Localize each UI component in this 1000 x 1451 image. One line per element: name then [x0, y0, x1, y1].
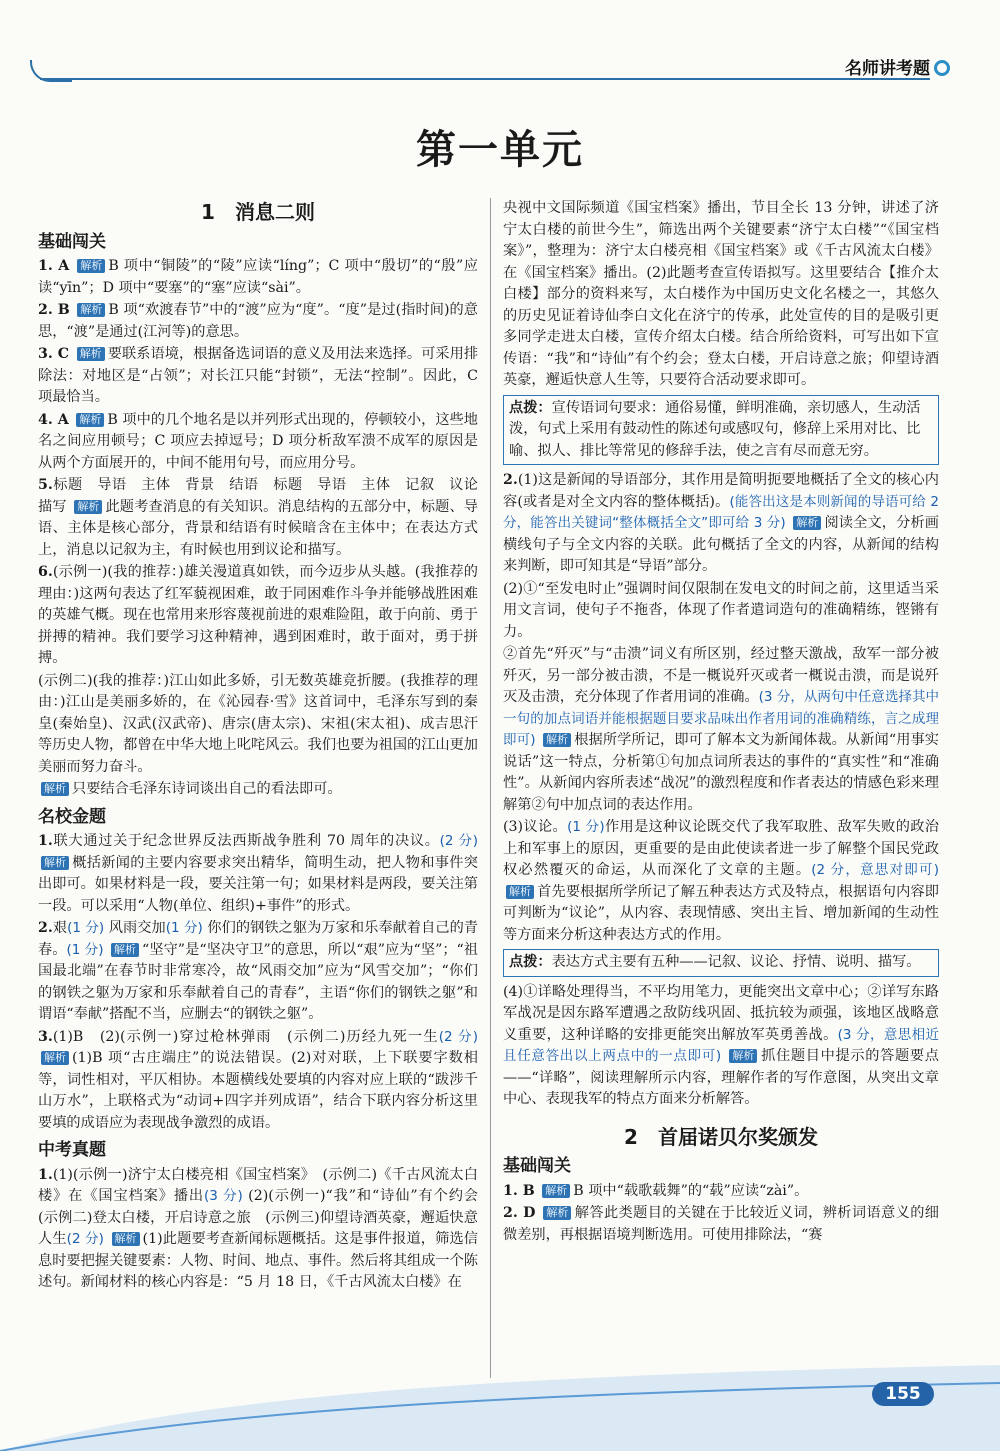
analysis-badge: 解析 — [793, 516, 821, 530]
unit-title: 第一单元 — [416, 127, 584, 173]
answer-item: 3.(1)B (2)(示例一)穿过枪林弹雨 (示例二)历经九死一生(2 分) 解析 (1)B 项“古庄端庄”的说法错误。(2)对对联，上下联要字数相等，词性相对，平仄相协。本题横线处要填的内容对应上联的“跋涉千山万水”，上联格式为“动词+四字并列成语”，结合下联内容分析这里要填的成语应为表现战争激烈的成语。 — [38, 1028, 479, 1131]
answer-item: 2. B 解析 B 项“欢渡春节”中的“渡”应为“度”。“度”是过(指时间)的意思，“渡”是通过(江河等)的意思。 — [38, 302, 478, 340]
answer-item: 1.联大通过关于纪念世界反法西斯战争胜利 70 周年的决议。(2 分) 解析 概括新闻的主要内容要求突出精华，简明生动，把人物和事件突出即可。如果材料是一段，要关注第一句；如果材料是两段，要关注第一段。可以采用“人物(单位、组织)+事件”的形式。 — [38, 833, 478, 914]
answer-item: 2.艰(1 分) 风雨交加(1 分) 你们的钢铁之躯为万家和乐奉献着自己的青春。(1 分) 解析 “坚守”是“坚决守卫”的意思，所以“艰”应为“坚”；“祖国最北端”在春节时非常寒冷，故“风雨交加”应为“风雪交加”；“你们的钢铁之躯为万家和乐奉献着自己的青春”，主语“你们的钢铁之躯”和谓语“奉献”搭配不当，应删去“的钢铁之躯”。 — [38, 920, 478, 1022]
hint-box: 点拨：表达方式主要有五种——记叙、议论、抒情、说明、描写。 — [503, 949, 939, 977]
right-column — [503, 198, 939, 1247]
header-rule — [40, 78, 930, 80]
analysis-badge: 解析 — [543, 733, 571, 747]
section-heading-basic: 基础闯关 — [503, 1156, 571, 1176]
answer-paragraph: (2)①“至发电时止”强调时间仅限制在发电文的时间之前，这里适当采用文言词，使句子不拖沓，体现了作者遣词造句的准确精练，铿锵有力。 — [503, 580, 939, 640]
analysis-badge: 解析 — [41, 782, 69, 796]
analysis-badge: 解析 — [76, 413, 104, 427]
footer-wave-graphic — [0, 1355, 1000, 1451]
answer-item: 4. A 解析 B 项中的几个地名是以并列形式出现的，停顿较小，这些地名之间应用顿号；C 项应去掉逗号；D 项分析敌军溃不成军的原因是从两个方面展开的，中间不能用句号，而应用分号。 — [38, 411, 478, 471]
analysis-badge: 解析 — [111, 943, 139, 957]
header-series-tag: 名师讲考题 — [845, 59, 930, 79]
analysis-badge: 解析 — [77, 259, 105, 273]
answer-item: 2. D 解析 解答此类题目的关键在于比较近义词，辨析词语意义的细微差别，再根据语境判断选用。可使用排除法，“赛 — [503, 1205, 939, 1243]
page-number: 155 — [872, 1382, 934, 1406]
answer-paragraph: ②首先“歼灭”与“击溃”词义有所区别，经过整天激战，敌军一部分被歼灭，另一部分被击溃，不是一概说歼灭或者一概说击溃，而是说歼灭及击溃，充分体现了作者用词的准确。(3 分，从两句中任意选择其中一句的加点词语并能根据题目要求品味出作者用词的准确精练，言之成理即可) 解析 根据所学所记，即可了解本文为新闻体裁。从新闻“用事实说话”这一特点，分析第①句加点词所表达的事件的“真实性”和“准确性”。从新闻内容所表述“战况”的激烈程度和作者表达的情感色彩来理解第②句中加点词的表达作用。 — [503, 646, 939, 813]
answer-paragraph: (4)①详略处理得当，不平均用笔力，更能突出文章中心；②详写东路军战况是因东路军遭遇之敌防线巩固、抵抗较为顽强，该地区战略意义重要，这种详略的安排更能突出解放军英勇善战。(3 分，意思相近且任意答出以上两点中的一点即可) 解析 抓住题目中提示的答题要点——“详略”，阅读理解所示内容，理解作者的写作意图，从突出文章中心、表现我军的特点方面来分析解答。 — [503, 983, 939, 1107]
analysis-badge: 解析 — [77, 303, 105, 317]
answer-item: 1.(1)(示例一)济宁太白楼亮相《国宝档案》 (示例二)《千古风流太白楼》在《国宝档案》播出(3 分) (2)(示例一)“我”和“诗仙”有个约会 (示例二)登太白楼，开启诗意之旅 (示例三)仰望诗酒英豪，邂逅快意人生(2 分) 解析 (1)此题要考查新闻标题概括。这是事件报道，筛选信息时要把握关键要素：人物、时间、地点、事件。然后将其组成一个陈述句。新闻材料的核心内容是：“5 月 18 日，《千古风流太白楼》在 — [38, 1166, 493, 1290]
header-ring-icon — [934, 60, 950, 76]
analysis-badge: 解析 — [729, 1049, 757, 1063]
lesson-2-title: 2 首届诺贝尔奖颁发 — [624, 1124, 818, 1149]
analysis-badge: 解析 — [542, 1184, 570, 1198]
analysis-badge: 解析 — [506, 885, 534, 899]
answer-item: 5.标题 导语 主体 背景 结语 标题 导语 主体 记叙 议论 描写 解析 此题考查消息的有关知识。消息结构的五部分中，标题、导语、主体是核心部分，背景和结语有时候暗含在主体中；在表达方式上，消息以记叙为主，有时候也用到议论和描写。 — [38, 477, 493, 558]
answer-item: 1. B 解析 B 项中“载歌载舞”的“载”应读“zài”。 — [503, 1182, 809, 1199]
section-heading-famous-school: 名校金题 — [38, 806, 106, 827]
answer-item: 2.(1)这是新闻的导语部分，其作用是简明扼要地概括了全文的核心内容(或者是对全文内容的整体概括)。(能答出这是本则新闻的导语可给 2 分，能答出关键词“整体概括全文”即可给 3 分) 解析 阅读全文，分析画横线句子与全文内容的关联。此句概括了全文的内容，从新闻的结构来判断，即可知其是“导语”部分。 — [503, 472, 939, 574]
answer-item: 3. C 解析 要联系语境，根据备选词语的意义及用法来选择。可采用排除法：对地区是“占领”；对长江只能“封锁”，无法“控制”。因此，C 项最恰当。 — [38, 346, 479, 405]
footer-swoosh-decoration — [0, 1355, 1000, 1451]
hint-box: 点拨：宣传语词句要求：通俗易懂，鲜明准确，亲切感人，生动活泼，句式上采用有鼓动性的陈述句或感叹句，修辞上采用对比、比喻、拟人、排比等常见的修辞手法，使之言有尽而意无穷。 — [503, 395, 939, 466]
answer-paragraph: 解析 只要结合毛泽东诗词谈出自己的看法即可。 — [38, 779, 478, 801]
answer-item: 6.(示例一)(我的推荐：)雄关漫道真如铁，而今迈步从头越。(我推荐的理由：)这两句表达了红军藐视困难，敢于同困难作斗争并能够战胜困难的英雄气概。现在也常用来形容蔑视前进的艰难险阻，敢于向前、勇于拼搏的精神。我们要学习这种精神，遇到困难时，敢于面对，勇于拼搏。 — [38, 564, 478, 666]
section-heading-exam: 中考真题 — [38, 1140, 106, 1160]
answer-paragraph: (示例二)(我的推荐：)江山如此多娇，引无数英雄竞折腰。(我推荐的理由：)江山是美丽多娇的，在《沁园春·雪》这首词中，毛泽东写到的秦皇(秦始皇)、汉武(汉武帝)、唐宗(唐太宗)、宋祖(宋太祖)、成吉思汗等历史人物，都曾在中华大地上叱咤风云。我们也要为祖国的江山更加美丽而努力奋斗。 — [38, 672, 478, 775]
answer-paragraph: (3)议论。(1 分)作用是这种议论既交代了我军取胜、敌军失败的政治上和军事上的原因，更重要的是由此使读者进一步了解整个国民党政权必然覆灭的命运，从而深化了文章的主题。(2 分，意思对即可) 解析 首先要根据所学所记了解五种表达方式及特点，根据语句内容即可判断为“议论”，从内容、表现情感、突出主旨、增加新闻的生动性等方面来分析这种表达方式的作用。 — [503, 819, 939, 943]
section-heading-basic: 基础闯关 — [38, 231, 106, 252]
analysis-badge: 解析 — [41, 1051, 69, 1065]
answer-item: 1. A 解析 B 项中“铜陵”的“陵”应读“líng”；C 项中“殷切”的“殷”应读“yīn”；D 项中“要塞”的“塞”应读“sài”。 — [38, 258, 478, 296]
analysis-badge: 解析 — [74, 500, 102, 514]
page-header — [0, 0, 1000, 90]
analysis-badge: 解析 — [543, 1206, 571, 1220]
left-column — [38, 198, 493, 1295]
analysis-badge: 解析 — [41, 856, 69, 870]
analysis-badge: 解析 — [77, 347, 105, 361]
lesson-1-title: 1 消息二则 — [201, 200, 315, 224]
analysis-badge: 解析 — [112, 1232, 140, 1246]
answer-paragraph: 央视中文国际频道《国宝档案》播出，节目全长 13 分钟，讲述了济宁太白楼的前世今生”，筛选出两个关键要素“济宁太白楼”“《国宝档案》”，整理为：济宁太白楼亮相《国宝档案》或《千古风流太白楼》在《国宝档案》播出。(2)此题考查宣传语拟写。这里要结合【推介太白楼】部分的资料来写，太白楼作为中国历史文化名楼之一，其悠久的历史见证着诗仙李白文化在济宁的传承，此处宣传的目的是吸引更多同学走进太白楼，宣传介绍太白楼。结合所给资料，可写出如下宣传语：“我”和“诗仙”有个约会；登太白楼，开启诗意之旅；仰望诗酒英豪，邂逅快意人生等，只要符合活动要求即可。 — [503, 200, 939, 388]
